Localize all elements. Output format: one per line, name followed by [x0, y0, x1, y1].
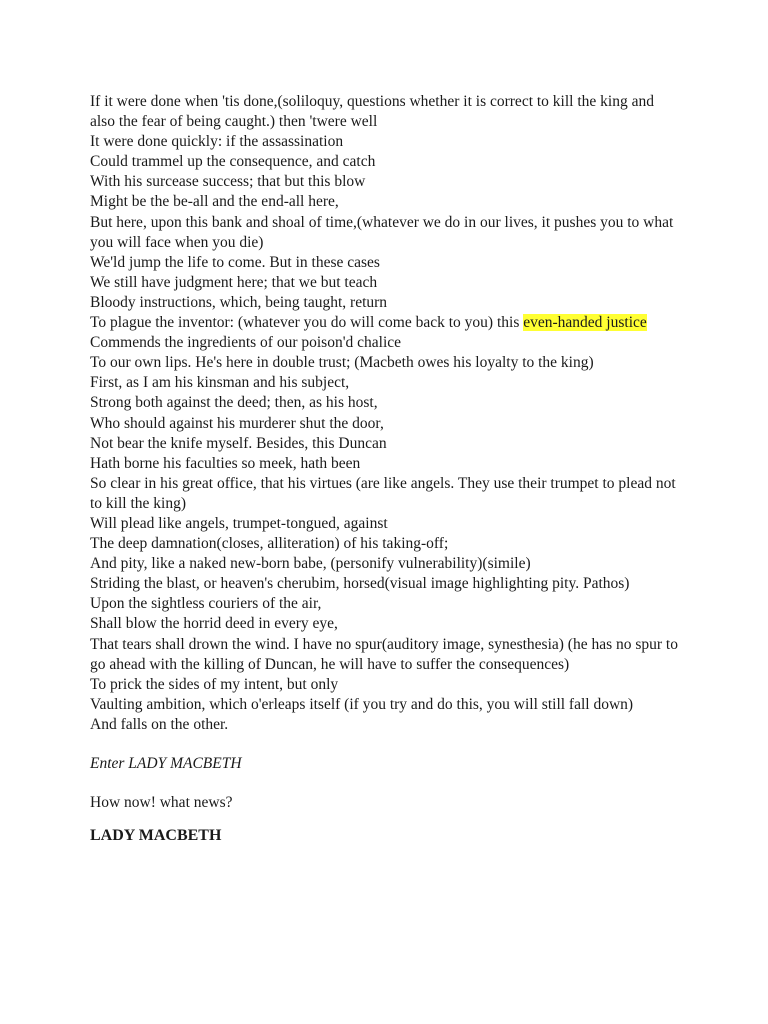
text-line: Not bear the knife myself. Besides, this Duncan — [90, 434, 387, 452]
text-line: To prick the sides of my intent, but only — [90, 675, 339, 693]
text-line: It were done quickly: if the assassination — [90, 133, 344, 151]
text-line: So clear in his great office, that his virtues (are like angels. They use their trumpet to plead not to kill the king) — [90, 474, 676, 512]
text-line: Commends the ingredients of our poison'd chalice — [90, 334, 402, 352]
text-line: Strong both against the deed; then, as his host, — [90, 394, 378, 412]
text-line: And falls on the other. — [90, 715, 229, 733]
text-line: First, as I am his kinsman and his subject, — [90, 374, 350, 392]
text-line: But here, upon this bank and shoal of time,(whatever we do in our lives, it pushes you to what you will face when you die) — [90, 213, 674, 251]
text-fragment: To plague the inventor: (whatever you do will come back to you) this — [90, 314, 524, 332]
dialogue-line: How now! what news? — [90, 794, 233, 812]
text-line: If it were done when 'tis done,(soliloquy, questions whether it is correct to kill the king and also the fear of being caught.) then 'twere well — [90, 93, 654, 131]
speaker-name: LADY MACBETH — [90, 827, 222, 845]
document-page — [90, 92, 680, 846]
text-line: Bloody instructions, which, being taught, return — [90, 293, 388, 311]
text-line: We'ld jump the life to come. But in these cases — [90, 253, 380, 271]
text-line: With his surcease success; that but this blow — [90, 173, 366, 191]
text-line: That tears shall drown the wind. I have no spur(auditory image, synesthesia) (he has no spur to go ahead with the killing of Duncan, he will have to suffer the consequences) — [90, 635, 678, 673]
text-line: Upon the sightless couriers of the air, — [90, 595, 322, 613]
text-line: And pity, like a naked new-born babe, (personify vulnerability)(simile) — [90, 555, 531, 573]
stage-direction: Enter LADY MACBETH — [90, 755, 242, 772]
text-line: Vaulting ambition, which o'erleaps itself (if you try and do this, you will still fall down) — [90, 695, 634, 713]
highlighted-phrase: even-handed justice — [523, 314, 647, 332]
text-line: Might be the be-all and the end-all here, — [90, 193, 339, 211]
text-line: We still have judgment here; that we but teach — [90, 273, 378, 291]
text-line: To our own lips. He's here in double trust; (Macbeth owes his loyalty to the king) — [90, 354, 594, 372]
text-line: Hath borne his faculties so meek, hath been — [90, 454, 361, 472]
text-line: Shall blow the horrid deed in every eye, — [90, 615, 338, 633]
text-line: Will plead like angels, trumpet-tongued, against — [90, 514, 388, 532]
text-line: The deep damnation(closes, alliteration) of his taking-off; — [90, 535, 449, 553]
text-line: Striding the blast, or heaven's cherubim, horsed(visual image highlighting pity. Pathos) — [90, 575, 630, 593]
soliloquy-text — [90, 92, 680, 735]
text-line: Could trammel up the consequence, and catch — [90, 153, 376, 171]
highlighted-text-line — [90, 313, 680, 333]
text-line: Who should against his murderer shut the door, — [90, 414, 384, 432]
